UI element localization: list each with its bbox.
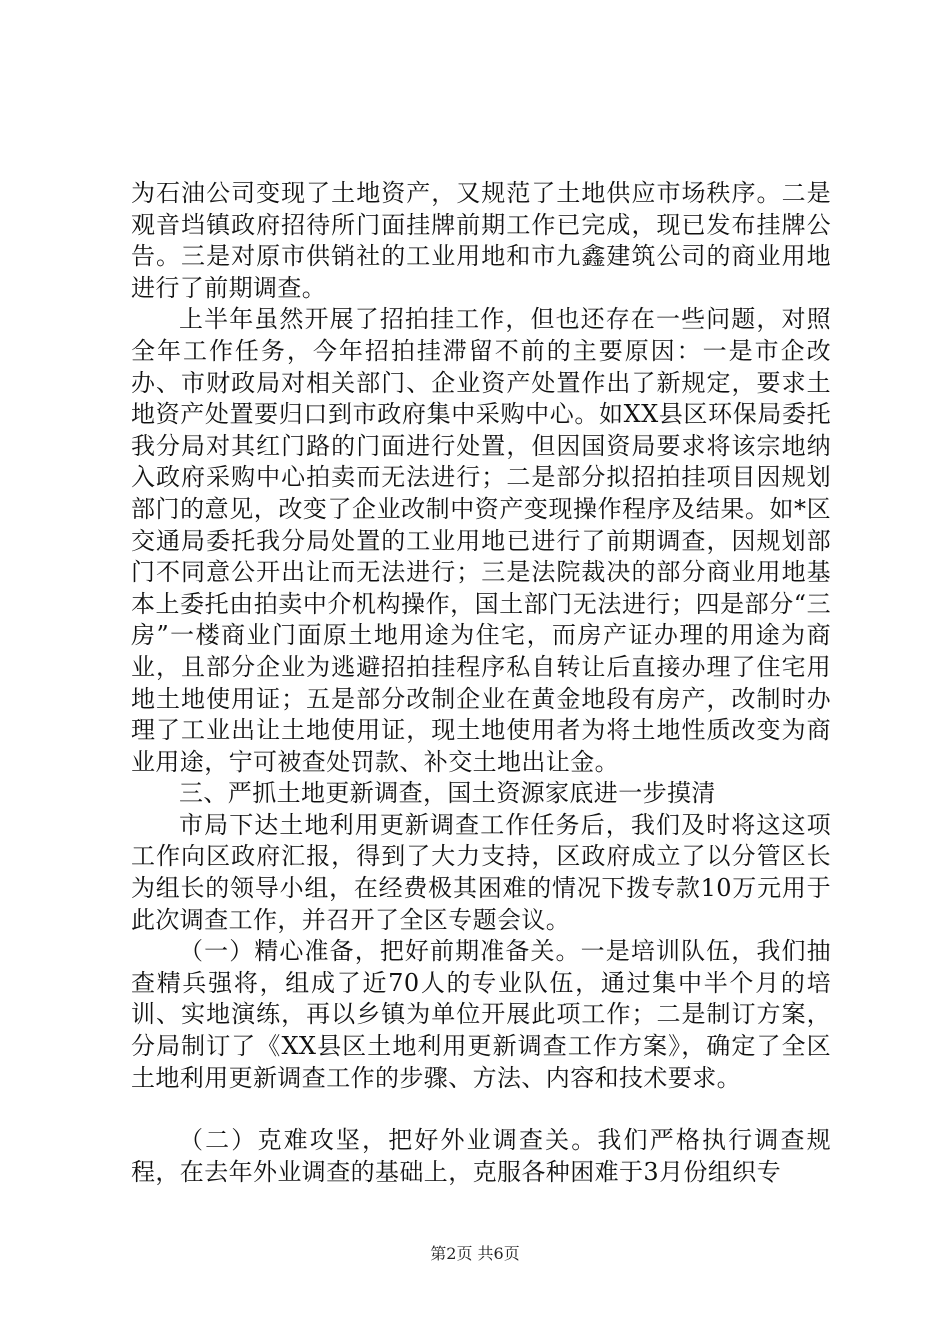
page-number-label: 第2页 共6页 [430, 1244, 520, 1263]
page-footer [0, 1243, 950, 1265]
paragraph-continuation: 为石油公司变现了土地资产，又规范了土地供应市场秩序。二是观音垱镇政府招待所门面挂牌前期工作已完成，现已发布挂牌公告。三是对原市供销社的工业用地和市九鑫建筑公司的商业用地进行了前期调查。 [131, 179, 831, 302]
paragraph-survey-task: 市局下达土地利用更新调查工作任务后，我们及时将这这项工作向区政府汇报，得到了大力支持，区政府成立了以分管区长为组长的领导小组，在经费极其困难的情况下拨专款10万元用于此次调查工作，并召开了全区专题会议。 [131, 810, 831, 934]
paragraph-field-survey: （二）克难攻坚，把好外业调查关。我们严格执行调查规程，在去年外业调查的基础上，克服各种困难于3月份组织专 [131, 1126, 831, 1186]
paragraph-auction-issues: 上半年虽然开展了招拍挂工作，但也还存在一些问题，对照全年工作任务，今年招拍挂滞留不前的主要原因：一是市企改办、市财政局对相关部门、企业资产处置作出了新规定，要求土地资产处置要归口到市政府集中采购中心。如XX县区环保局委托我分局对其红门路的门面进行处置，但因国资局要求将该宗地纳入政府采购中心拍卖而无法进行；二是部分拟招拍挂项目因规划部门的意见，改变了企业改制中资产变现操作程序及结果。如*区交通局委托我分局处置的工业用地已进行了前期调查，因规划部门不同意公开出让而无法进行；三是法院裁决的部分商业用地基本上委托由拍卖中介机构操作，国土部门无法进行；四是部分“三房”一楼商业门面原土地用途为住宅，而房产证办理的用途为商业，且部分企业为逃避招拍挂程序私自转让后直接办理了住宅用地土地使用证；五是部分改制企业在黄金地段有房产，改制时办理了工业出让土地使用证，现土地使用者为将土地性质改变为商业用途，宁可被查处罚款、补交土地出让金。 [131, 305, 831, 776]
paragraph-preparation: （一）精心准备，把好前期准备关。一是培训队伍，我们抽查精兵强将，组成了近70人的专业队伍，通过集中半个月的培训、实地演练，再以乡镇为单位开展此项工作；二是制订方案，分局制订了《XX县区土地利用更新调查工作方案》，确定了全区土地利用更新调查工作的步骤、方法、内容和技术要求。 [131, 937, 831, 1092]
section-heading-land-survey: 三、严抓土地更新调查，国土资源家底进一步摸清 [179, 779, 716, 808]
body-text [131, 178, 831, 1188]
